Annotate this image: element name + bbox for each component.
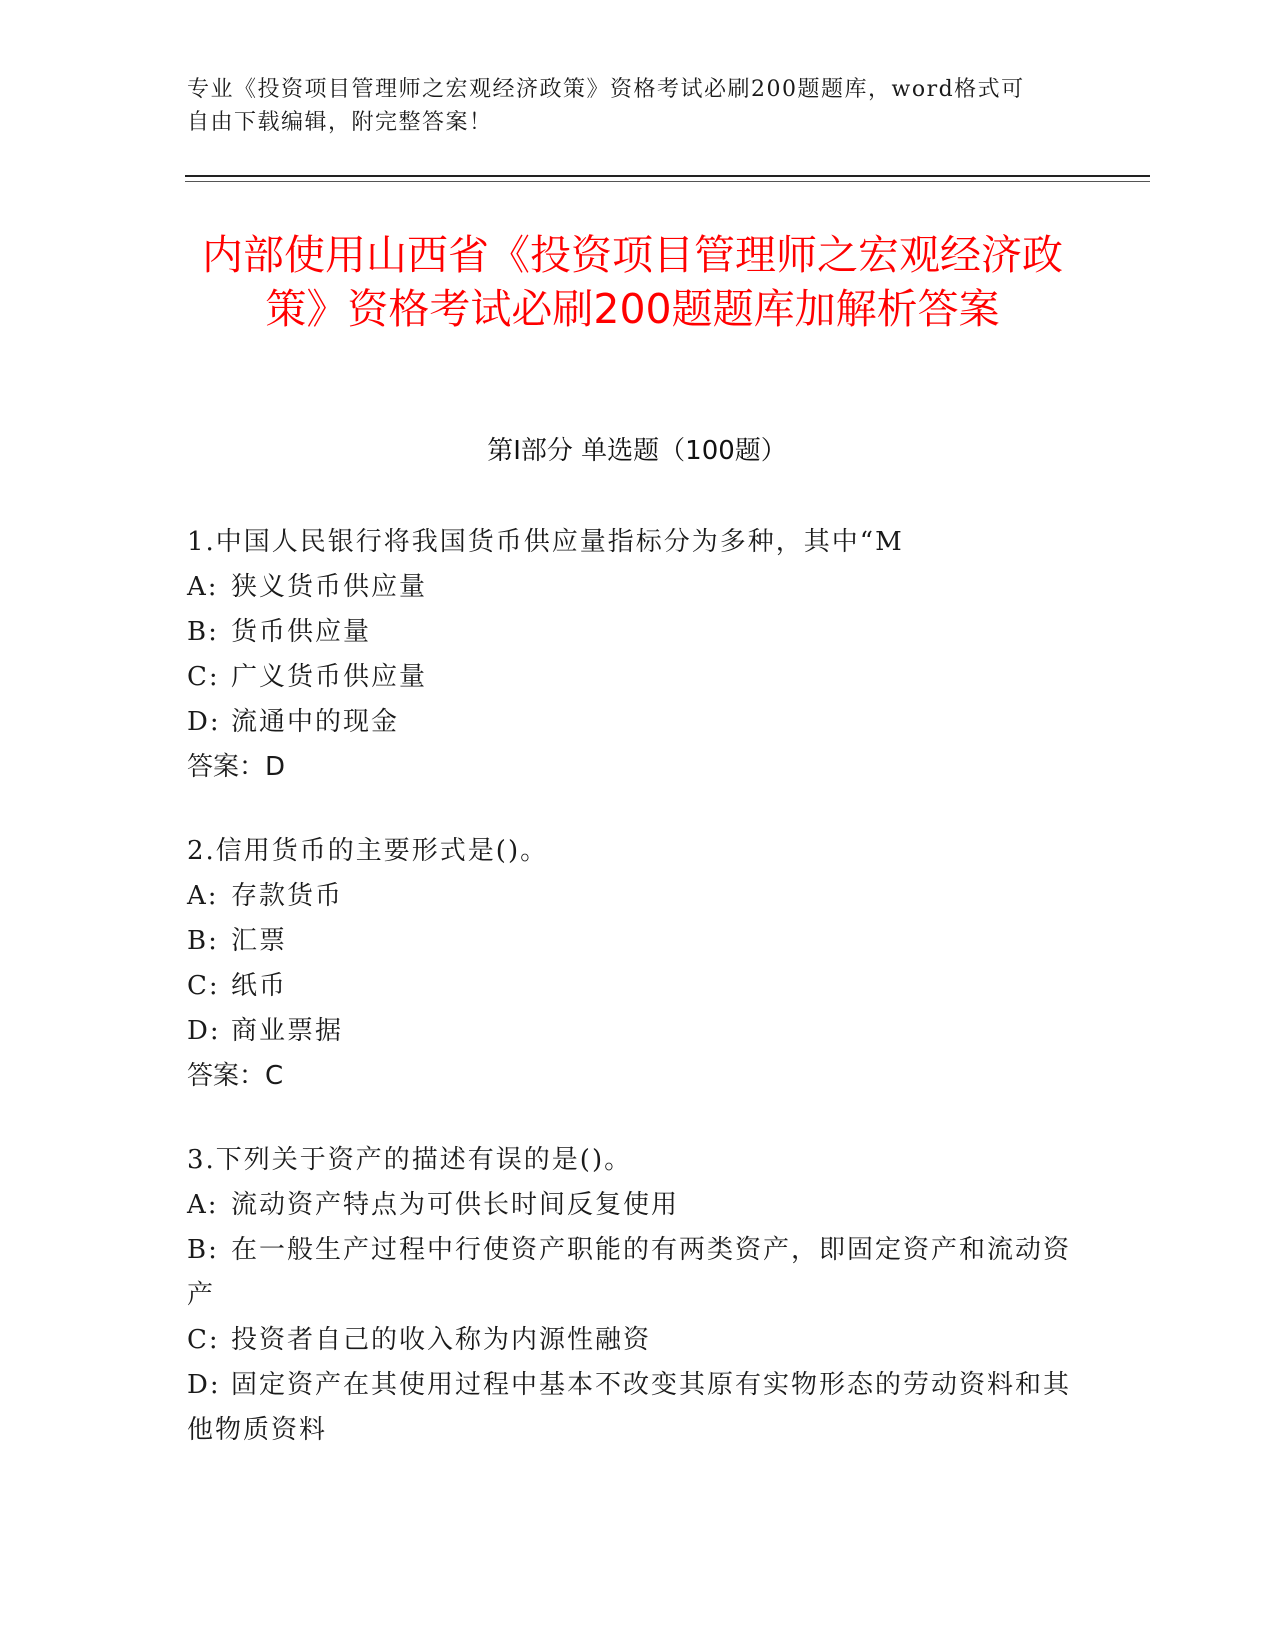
option-text: 在一般生产过程中行使资产职能的有两类资产，即固定资产和流动资产 [187,1235,1072,1310]
option-a [187,1183,1077,1228]
option-a [187,565,1077,610]
option-text: 纸币 [231,971,288,1001]
option-c [187,655,1077,700]
option-key: D: [187,1016,221,1046]
option-key: C: [187,1325,220,1355]
question-stem: 3.下列关于资产的描述有误的是()。 [187,1145,633,1175]
option-b [187,1228,1077,1318]
header-note [187,73,1067,139]
question-1 [187,520,1077,790]
option-key: B: [187,1235,219,1265]
option-key: A: [187,572,219,602]
option-d [187,700,1077,745]
option-key: D: [187,1370,221,1400]
option-a [187,874,1077,919]
option-key: B: [187,926,219,956]
header-divider-thick [185,175,1150,177]
question-2 [187,829,1077,1099]
option-key: C: [187,971,220,1001]
header-note-line-1: 专业《投资项目管理师之宏观经济政策》资格考试必刷200题题库，word格式可 [187,77,1025,102]
question-3 [187,1138,1077,1453]
section-title: 第Ⅰ部分 单选题（100题） [487,436,787,466]
option-text: 流动资产特点为可供长时间反复使用 [231,1190,680,1220]
question-stem: 1.中国人民银行将我国货币供应量指标分为多种，其中“M [187,527,904,557]
question-stem: 2.信用货币的主要形式是()。 [187,836,549,866]
option-text: 存款货币 [231,881,344,911]
option-d [187,1363,1077,1453]
option-key: B: [187,617,219,647]
option-c [187,964,1077,1009]
option-text: 商业票据 [231,1016,344,1046]
option-key: D: [187,707,221,737]
answer: 答案：C [187,1061,284,1091]
header-divider-thin [185,181,1150,182]
option-b [187,919,1077,964]
question-list [187,520,1077,1492]
option-text: 狭义货币供应量 [231,572,428,602]
option-key: C: [187,662,220,692]
option-text: 汇票 [231,926,288,956]
answer: 答案：D [187,752,286,782]
option-text: 流通中的现金 [231,707,400,737]
option-key: A: [187,1190,219,1220]
option-text: 固定资产在其使用过程中基本不改变其原有实物形态的劳动资料和其他物质资料 [187,1370,1072,1445]
option-text: 投资者自己的收入称为内源性融资 [231,1325,652,1355]
option-b [187,610,1077,655]
option-text: 广义货币供应量 [231,662,428,692]
document-title: 内部使用山西省《投资项目管理师之宏观经济政策》资格考试必刷200题题库加解析答案 [202,231,1063,333]
option-text: 货币供应量 [231,617,372,647]
option-d [187,1009,1077,1054]
header-note-line-2: 自由下载编辑，附完整答案！ [187,110,493,135]
option-key: A: [187,881,219,911]
option-c [187,1318,1077,1363]
